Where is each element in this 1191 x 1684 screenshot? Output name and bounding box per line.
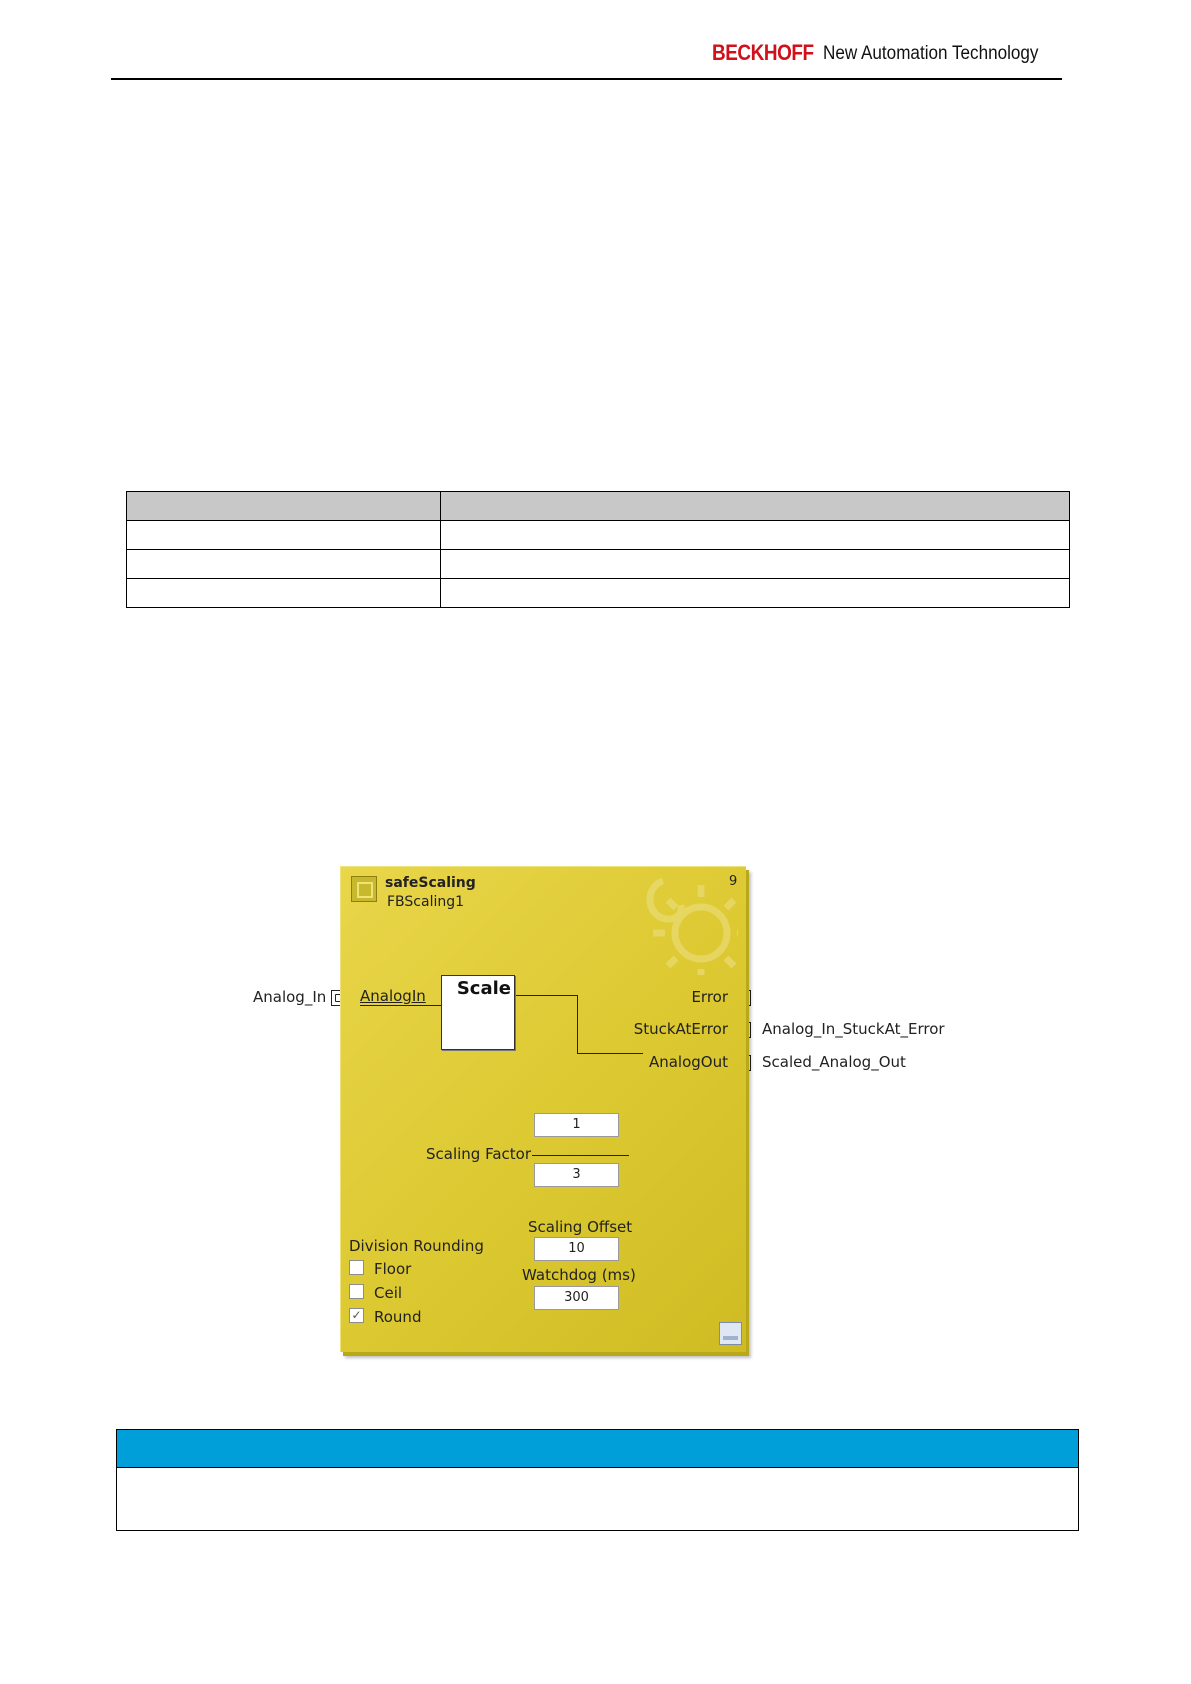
scaling-denominator-field[interactable]: 3: [534, 1163, 619, 1187]
fraction-line: [532, 1155, 629, 1156]
input-variable-label: Analog_In: [253, 988, 327, 1006]
output-wire-to-port: [577, 1053, 643, 1054]
table-row: [127, 579, 1070, 608]
watchdog-label: Watchdog (ms): [522, 1266, 636, 1284]
table-cell: [441, 579, 1070, 608]
scale-block-label: Scale: [456, 978, 511, 999]
floor-label: Floor: [374, 1260, 412, 1278]
output-label-error: Error: [691, 988, 728, 1006]
brand-logo: [712, 40, 1039, 66]
resize-handle-icon[interactable]: [719, 1322, 742, 1345]
table-row: [127, 521, 1070, 550]
output-wire-vertical: [577, 995, 578, 1053]
output-variable-analog-out: Scaled_Analog_Out: [762, 1053, 906, 1071]
table-row: [127, 550, 1070, 579]
table-cell: [441, 550, 1070, 579]
scaling-numerator-field[interactable]: 1: [534, 1113, 619, 1137]
scaling-offset-field[interactable]: 10: [534, 1237, 619, 1261]
input-wire: [360, 1005, 442, 1006]
table-cell: [127, 550, 441, 579]
parameter-table: [126, 491, 1070, 608]
round-label: Round: [374, 1308, 422, 1326]
table-cell: [127, 579, 441, 608]
note-text: [117, 1468, 1078, 1488]
round-checkbox[interactable]: [349, 1308, 364, 1323]
output-label-analog-out: AnalogOut: [648, 1053, 728, 1071]
table-header-row: [127, 492, 1070, 521]
gear-watermark-icon: [643, 875, 738, 975]
note-box: [116, 1429, 1079, 1531]
division-rounding-label: Division Rounding: [349, 1237, 484, 1255]
floor-checkbox[interactable]: [349, 1260, 364, 1275]
fb-type-label: safeScaling: [385, 875, 476, 891]
note-header: [117, 1430, 1078, 1468]
table-cell: [127, 521, 441, 550]
scaling-factor-label: Scaling Factor: [426, 1145, 532, 1163]
function-block-icon: [351, 876, 377, 902]
fb-instance-label: FBScaling1: [387, 894, 465, 910]
ceil-label: Ceil: [374, 1284, 403, 1302]
ceil-checkbox[interactable]: [349, 1284, 364, 1299]
table-cell: [441, 521, 1070, 550]
output-label-stuck-at-error: StuckAtError: [633, 1020, 728, 1038]
brand-tagline: New Automation Technology: [823, 43, 1039, 64]
scale-block[interactable]: [441, 975, 515, 1050]
table-header-cell: [127, 492, 441, 521]
header-rule: [111, 78, 1062, 80]
fb-number-label: 9: [729, 874, 738, 889]
watchdog-field[interactable]: 300: [534, 1286, 619, 1310]
output-wire-horizontal: [513, 995, 577, 996]
safe-scaling-function-block[interactable]: [340, 866, 746, 1352]
table-header-cell: [441, 492, 1070, 521]
output-variable-stuck-at-error: Analog_In_StuckAt_Error: [762, 1020, 945, 1038]
brand-name: BECKHOFF: [712, 40, 814, 65]
checkmark-icon: ✓: [351, 1308, 362, 1322]
scaling-offset-label: Scaling Offset: [528, 1218, 633, 1236]
input-port-label: AnalogIn: [360, 987, 426, 1005]
